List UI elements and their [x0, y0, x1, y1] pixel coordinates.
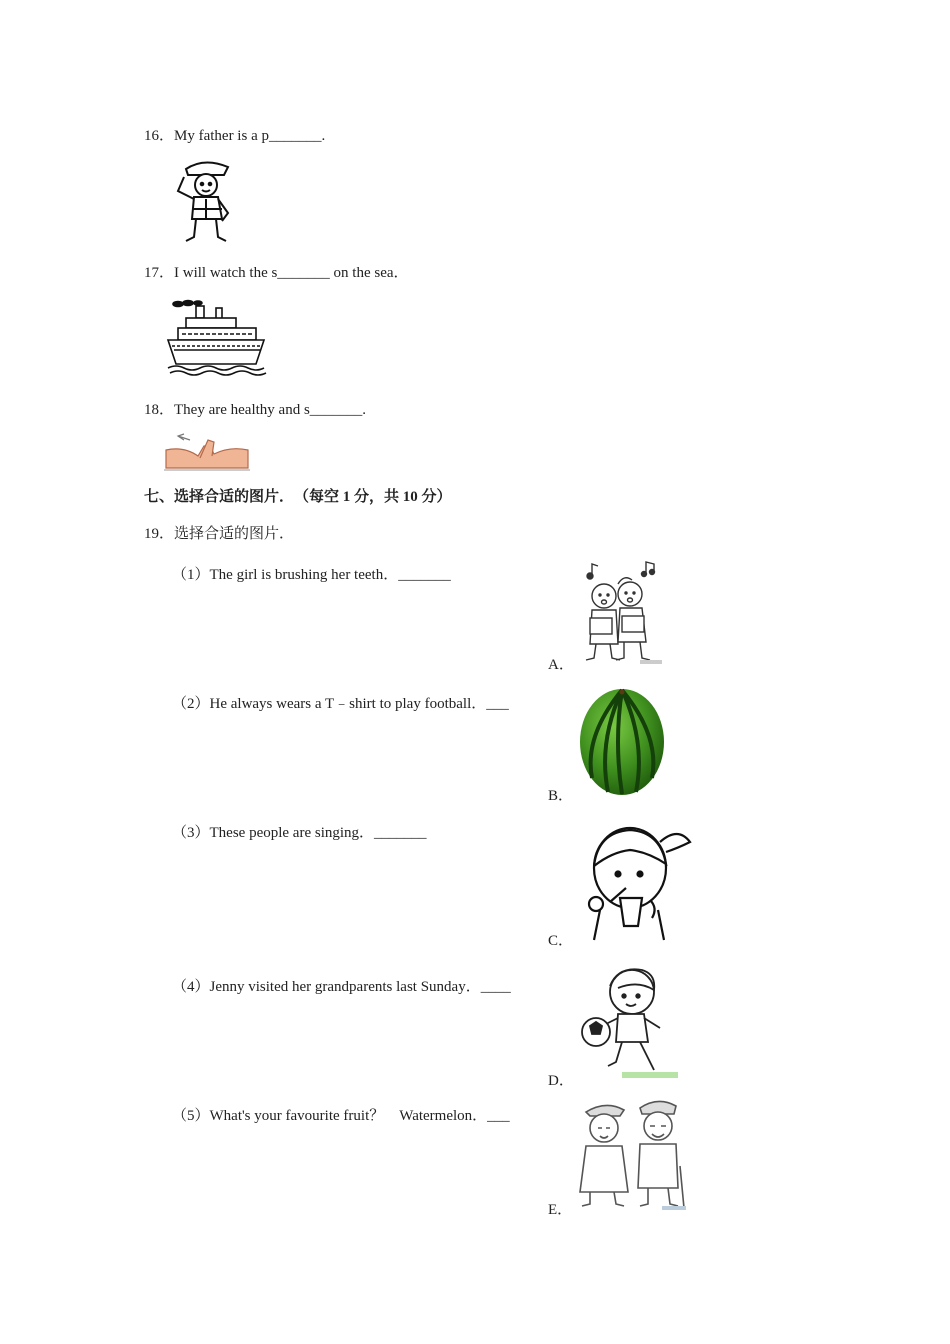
option-b-label: B． — [548, 788, 574, 804]
girl-drinking-icon — [578, 822, 694, 944]
singing-children-icon — [580, 560, 666, 666]
ship-icon — [166, 298, 268, 376]
watermelon-icon — [578, 686, 666, 796]
item-1: （1）The girl is brushing her teeth．_______ — [172, 567, 451, 583]
boy-football-icon — [578, 966, 682, 1082]
grandparents-icon — [576, 1096, 690, 1214]
item-5: （5）What's your favourite fruit？ Watermelon．___ — [172, 1108, 510, 1124]
option-c-label: C． — [548, 933, 574, 949]
item-4: （4）Jenny visited her grandparents last Sunday．____ — [172, 979, 511, 995]
option-a-label: A． — [548, 657, 574, 673]
question-19-title: 19．选择合适的图片． — [144, 526, 295, 542]
item-3: （3）These people are singing．_______ — [172, 825, 427, 841]
option-d-label: D． — [548, 1073, 574, 1089]
option-e-label: E． — [548, 1202, 573, 1218]
question-18: 18．They are healthy and s_______. — [144, 402, 367, 418]
question-17: 17．I will watch the s_______ on the sea． — [144, 265, 409, 281]
section-7-heading: 七、选择合适的图片． （每空 1 分，共 10 分） — [144, 489, 452, 505]
arm-wrestling-icon — [164, 432, 250, 472]
item-2: （2）He always wears a T﹣shirt to play football．___ — [172, 696, 509, 712]
question-16: 16．My father is a p_______. — [144, 128, 326, 144]
police-officer-icon — [166, 155, 236, 245]
